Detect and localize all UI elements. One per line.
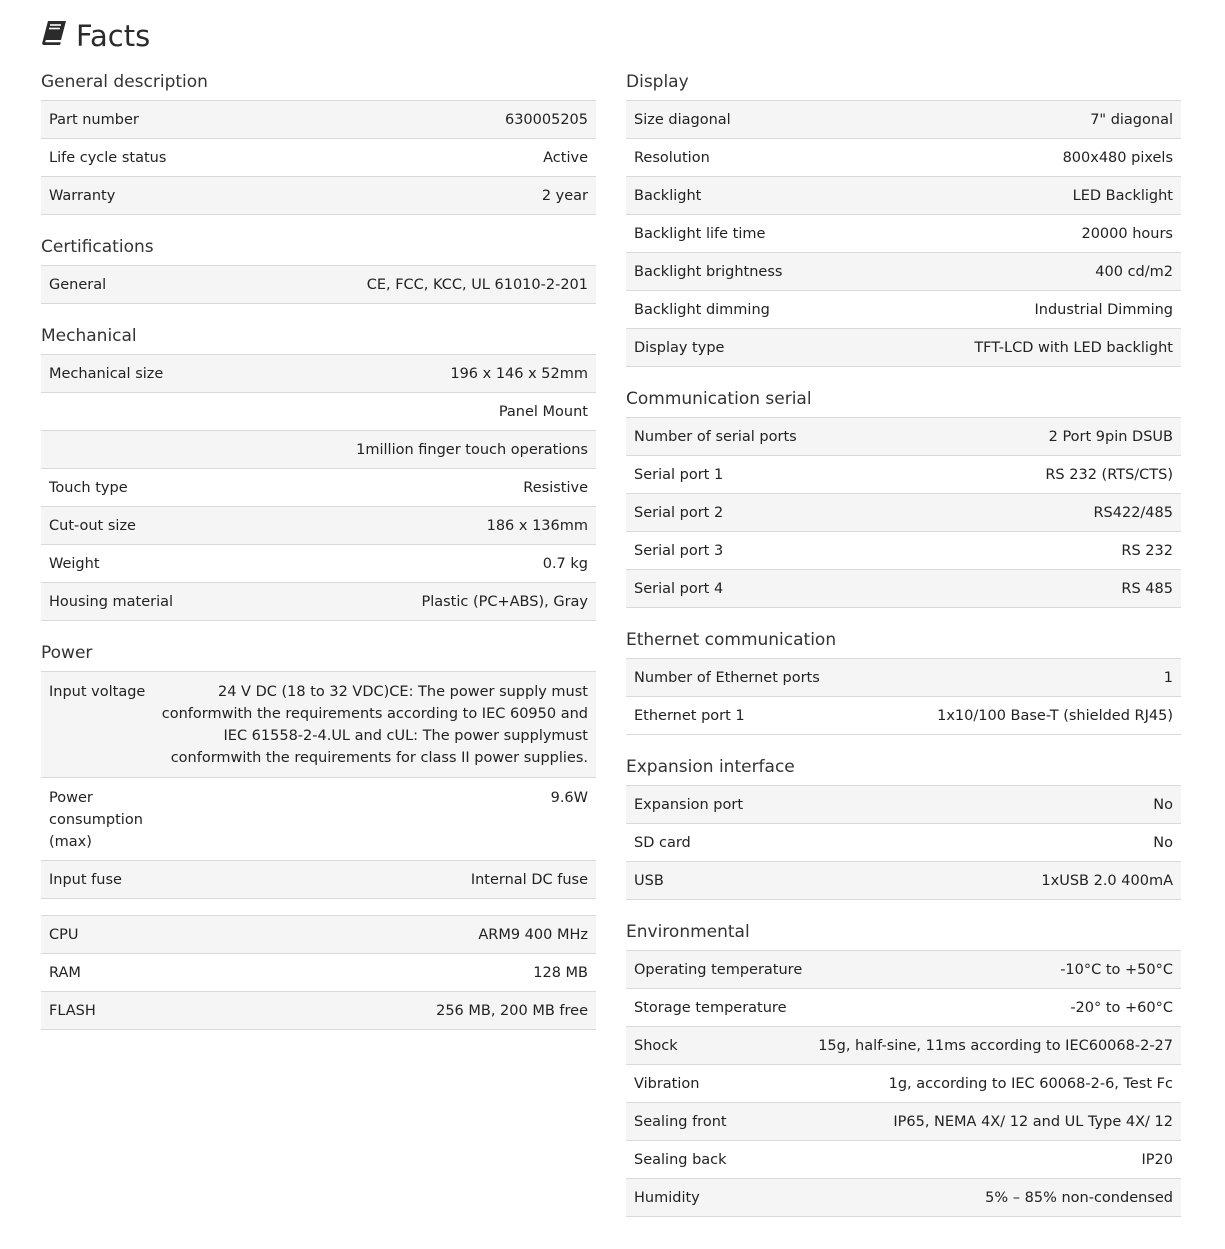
spec-value: RS 232 (RTS/CTS) xyxy=(1045,467,1173,483)
section-title: Ethernet communication xyxy=(626,630,837,650)
spec-row xyxy=(41,861,596,899)
spec-value: CE, FCC, KCC, UL 61010-2-201 xyxy=(366,277,588,293)
spec-row xyxy=(41,583,596,621)
spec-value: 400 cd/m2 xyxy=(1095,264,1173,280)
spec-label: SD card xyxy=(634,835,691,851)
spec-row xyxy=(41,431,596,469)
spec-row xyxy=(41,101,596,139)
spec-row xyxy=(41,778,596,861)
spec-label: Sealing front xyxy=(634,1114,727,1130)
spec-row xyxy=(626,1027,1181,1065)
spec-label: Serial port 4 xyxy=(634,581,724,597)
spec-row xyxy=(626,532,1181,570)
spec-label: Resolution xyxy=(634,150,710,166)
spec-row xyxy=(41,507,596,545)
spec-value: 2 Port 9pin DSUB xyxy=(1048,429,1173,445)
spec-table xyxy=(626,417,1181,608)
section-certifications xyxy=(41,231,596,304)
spec-label: Number of Ethernet ports xyxy=(634,670,820,686)
section-display xyxy=(626,66,1181,367)
spec-value: No xyxy=(1153,797,1173,813)
spec-label: Storage temperature xyxy=(634,1000,787,1016)
spec-row xyxy=(41,469,596,507)
spec-table xyxy=(41,100,596,215)
spec-value: -10°C to +50°C xyxy=(1060,962,1173,978)
spec-label: Backlight dimming xyxy=(634,302,770,318)
facts-header xyxy=(41,14,150,58)
spec-label: USB xyxy=(634,873,664,889)
spec-value: 1x10/100 Base-T (shielded RJ45) xyxy=(937,708,1173,724)
spec-row xyxy=(626,1103,1181,1141)
section-mechanical xyxy=(41,320,596,621)
spec-row xyxy=(41,672,596,778)
spec-value: Internal DC fuse xyxy=(470,872,588,888)
spec-value: 24 V DC (18 to 32 VDC)CE: The power supply must conformwith the requirements according to IEC 60950 and IEC 61558-2-4.UL and cUL: The power supplymust conformwith the requirements for class II power supplies. xyxy=(161,684,588,766)
spec-label: Input voltage xyxy=(49,684,146,700)
spec-table xyxy=(626,658,1181,735)
spec-row xyxy=(626,1141,1181,1179)
spec-row xyxy=(41,545,596,583)
spec-label: Sealing back xyxy=(634,1152,727,1168)
spec-value: 1xUSB 2.0 400mA xyxy=(1041,873,1173,889)
spec-table xyxy=(626,100,1181,367)
spec-value: 1 xyxy=(1163,670,1173,686)
spec-label: Power consumption (max) xyxy=(49,790,143,850)
section-serial xyxy=(626,383,1181,608)
spec-row xyxy=(626,139,1181,177)
section-expansion xyxy=(626,751,1181,900)
spec-value: -20° to +60°C xyxy=(1070,1000,1173,1016)
spec-value: Industrial Dimming xyxy=(1034,302,1173,318)
section-title: Mechanical xyxy=(41,326,137,346)
section-title: Communication serial xyxy=(626,389,812,409)
spec-value: IP65, NEMA 4X/ 12 and UL Type 4X/ 12 xyxy=(893,1114,1173,1130)
spec-row xyxy=(41,355,596,393)
spec-row xyxy=(626,697,1181,735)
spec-label: Ethernet port 1 xyxy=(634,708,745,724)
spec-label: Size diagonal xyxy=(634,112,731,128)
spec-value: 800x480 pixels xyxy=(1062,150,1173,166)
section-ethernet xyxy=(626,624,1181,735)
spec-row xyxy=(626,824,1181,862)
spec-value: 20000 hours xyxy=(1081,226,1173,242)
spec-value: LED Backlight xyxy=(1072,188,1173,204)
spec-row xyxy=(41,266,596,304)
section-title: Environmental xyxy=(626,922,750,942)
spec-row xyxy=(41,954,596,992)
spec-label: Backlight life time xyxy=(634,226,766,242)
spec-row xyxy=(41,139,596,177)
spec-label: Backlight brightness xyxy=(634,264,783,280)
section-title: Expansion interface xyxy=(626,757,795,777)
section-environmental xyxy=(626,916,1181,1217)
section-system xyxy=(41,915,596,1030)
spec-label: Weight xyxy=(49,556,100,572)
spec-value: 5% – 85% non-condensed xyxy=(985,1190,1173,1206)
spec-value: RS 232 xyxy=(1121,543,1173,559)
section-title: Display xyxy=(626,72,689,92)
spec-value: 186 x 136mm xyxy=(486,518,588,534)
spec-label: Operating temperature xyxy=(634,962,803,978)
spec-label: Touch type xyxy=(49,480,128,496)
spec-label: Mechanical size xyxy=(49,366,164,382)
spec-value: Plastic (PC+ABS), Gray xyxy=(421,594,588,610)
spec-label: Humidity xyxy=(634,1190,700,1206)
section-title: General description xyxy=(41,72,208,92)
right-column xyxy=(626,66,1181,1233)
spec-value: 15g, half-sine, 11ms according to IEC60068-2-27 xyxy=(818,1038,1173,1054)
spec-row xyxy=(626,494,1181,532)
spec-label: FLASH xyxy=(49,1003,96,1019)
spec-label: Backlight xyxy=(634,188,702,204)
spec-value: ARM9 400 MHz xyxy=(478,927,588,943)
left-column xyxy=(41,66,596,1046)
spec-value: TFT-LCD with LED backlight xyxy=(974,340,1173,356)
spec-value: 1g, according to IEC 60068-2-6, Test Fc xyxy=(888,1076,1173,1092)
spec-value: 196 x 146 x 52mm xyxy=(450,366,588,382)
spec-value: Active xyxy=(543,150,588,166)
spec-row xyxy=(626,291,1181,329)
spec-row xyxy=(626,570,1181,608)
spec-row xyxy=(41,177,596,215)
section-power xyxy=(41,637,596,899)
spec-label: General xyxy=(49,277,107,293)
spec-row xyxy=(626,456,1181,494)
spec-row xyxy=(41,393,596,431)
spec-value: 9.6W xyxy=(550,790,588,806)
spec-value: 2 year xyxy=(541,188,588,204)
spec-row xyxy=(41,992,596,1030)
spec-row xyxy=(626,1065,1181,1103)
spec-label: Expansion port xyxy=(634,797,743,813)
spec-label: CPU xyxy=(49,927,79,943)
spec-row xyxy=(626,101,1181,139)
spec-table xyxy=(626,785,1181,900)
spec-value: Panel Mount xyxy=(498,404,588,420)
spec-table xyxy=(41,915,596,1030)
spec-row xyxy=(41,916,596,954)
spec-value: RS422/485 xyxy=(1093,505,1173,521)
spec-value: 0.7 kg xyxy=(542,556,588,572)
spec-label: Display type xyxy=(634,340,725,356)
spec-table xyxy=(41,671,596,899)
section-title: Power xyxy=(41,643,93,663)
book-icon xyxy=(41,19,76,53)
spec-label: Part number xyxy=(49,112,139,128)
spec-row xyxy=(626,418,1181,456)
spec-row xyxy=(626,1179,1181,1217)
spec-table xyxy=(626,950,1181,1217)
spec-label: Warranty xyxy=(49,188,116,204)
section-title: Certifications xyxy=(41,237,154,257)
spec-label: Shock xyxy=(634,1038,678,1054)
spec-value: IP20 xyxy=(1141,1152,1173,1168)
spec-table xyxy=(41,354,596,621)
spec-label: Life cycle status xyxy=(49,150,167,166)
spec-row xyxy=(626,177,1181,215)
spec-row xyxy=(626,951,1181,989)
spec-row xyxy=(626,215,1181,253)
spec-table xyxy=(41,265,596,304)
spec-value: Resistive xyxy=(523,480,588,496)
spec-value: 256 MB, 200 MB free xyxy=(436,1003,588,1019)
spec-row xyxy=(626,659,1181,697)
spec-label: Housing material xyxy=(49,594,174,610)
section-general xyxy=(41,66,596,215)
spec-value: 1million finger touch operations xyxy=(356,442,588,458)
spec-value: 128 MB xyxy=(533,965,588,981)
spec-value: 7" diagonal xyxy=(1090,112,1173,128)
spec-value: RS 485 xyxy=(1121,581,1173,597)
spec-row xyxy=(626,786,1181,824)
spec-row xyxy=(626,253,1181,291)
spec-row xyxy=(626,329,1181,367)
spec-label: Vibration xyxy=(634,1076,700,1092)
spec-label: Serial port 3 xyxy=(634,543,724,559)
spec-label: Cut-out size xyxy=(49,518,136,534)
spec-label: Serial port 1 xyxy=(634,467,724,483)
spec-row xyxy=(626,989,1181,1027)
page-title: Facts xyxy=(76,19,151,53)
spec-label: Input fuse xyxy=(49,872,122,888)
spec-value: No xyxy=(1153,835,1173,851)
spec-label: RAM xyxy=(49,965,81,981)
spec-value: 630005205 xyxy=(504,112,588,128)
spec-label: Number of serial ports xyxy=(634,429,797,445)
spec-label: Serial port 2 xyxy=(634,505,724,521)
spec-row xyxy=(626,862,1181,900)
